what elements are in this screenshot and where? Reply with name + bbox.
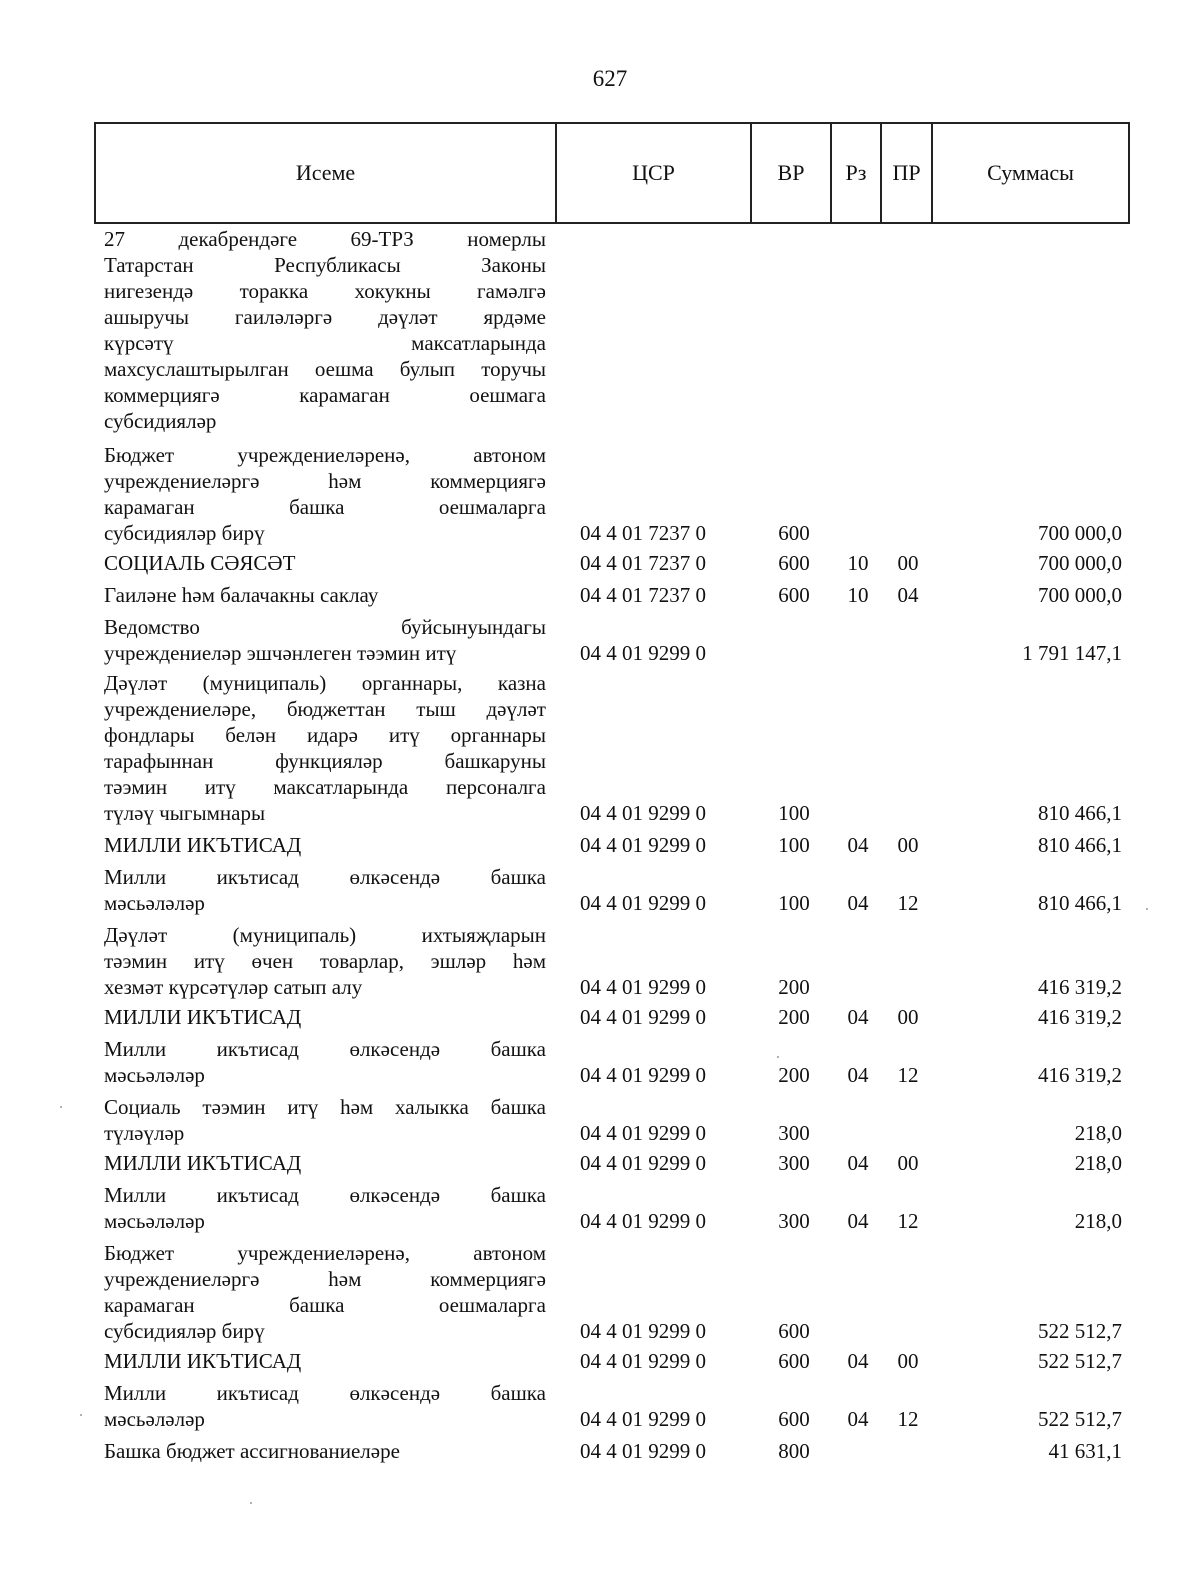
row-name-line: МИЛЛИ ИКЪТИСАД	[104, 833, 302, 857]
row-name	[104, 922, 546, 1000]
table-row	[0, 1438, 1200, 1464]
row-name	[104, 1380, 546, 1432]
row-name-line: мәсьәләләр	[104, 1209, 205, 1233]
row-rz: 04	[847, 1349, 869, 1373]
row-sum: 416 319,2	[1038, 975, 1122, 999]
table-row	[0, 1182, 1200, 1234]
row-pr: 00	[897, 551, 919, 575]
row-name-line: хезмәт күрсәтүләр сатып алу	[104, 975, 363, 999]
row-name-line: тарафыннан функцияләр башкаруны	[104, 749, 546, 773]
row-name-line: Бюджет учреждениеләренә, автоном	[104, 443, 546, 467]
row-name-line: субсидияләр бирү	[104, 1319, 265, 1343]
row-name	[104, 582, 546, 608]
row-sum: 1 791 147,1	[1022, 641, 1122, 665]
row-sum: 522 512,7	[1038, 1407, 1122, 1431]
row-name	[104, 550, 546, 576]
row-csr: 04 4 01 9299 0	[580, 1407, 706, 1431]
header-name: Исеме	[95, 123, 556, 223]
row-name-line: СОЦИАЛЬ СӘЯСӘТ	[104, 551, 296, 575]
row-name-line: Гаиләне һәм балачакны саклау	[104, 583, 379, 607]
header-pr: ПР	[881, 123, 932, 223]
row-sum: 416 319,2	[1038, 1005, 1122, 1029]
row-name-line: Дәүләт (муниципаль) органнары, казна	[104, 671, 546, 695]
row-pr: 12	[897, 1209, 919, 1233]
row-rz: 04	[847, 833, 869, 857]
table-row	[0, 922, 1200, 1000]
row-sum: 522 512,7	[1038, 1349, 1122, 1373]
table-row	[0, 1380, 1200, 1432]
row-rz	[838, 800, 878, 826]
row-pr	[888, 408, 928, 434]
row-csr	[580, 408, 740, 434]
row-csr: 04 4 01 9299 0	[580, 1319, 706, 1343]
row-name-line: Ведомство буйсынуындагы	[104, 615, 546, 639]
row-name-line: мәсьәләләр	[104, 891, 205, 915]
scan-speck	[1146, 908, 1148, 910]
row-rz: 10	[847, 583, 869, 607]
row-pr	[888, 1120, 928, 1146]
row-rz: 04	[847, 891, 869, 915]
row-sum: 700 000,0	[1038, 551, 1122, 575]
row-csr: 04 4 01 9299 0	[580, 975, 706, 999]
row-rz	[838, 520, 878, 546]
row-name	[104, 832, 546, 858]
row-rz	[838, 974, 878, 1000]
row-name	[104, 1036, 546, 1088]
row-pr: 00	[897, 1349, 919, 1373]
row-vr: 600	[778, 1349, 810, 1373]
table-row	[0, 226, 1200, 434]
table-row	[0, 832, 1200, 858]
row-pr: 12	[897, 891, 919, 915]
row-sum: 810 466,1	[1038, 891, 1122, 915]
row-rz: 04	[847, 1063, 869, 1087]
row-pr	[888, 520, 928, 546]
row-name	[104, 1150, 546, 1176]
row-rz	[838, 1120, 878, 1146]
row-name-line: тәэмин итү өчен товарлар, эшләр һәм	[104, 949, 546, 973]
row-vr: 600	[778, 551, 810, 575]
row-vr: 200	[778, 975, 810, 999]
row-vr: 600	[778, 583, 810, 607]
row-name-line: мәсьәләләр	[104, 1063, 205, 1087]
row-csr: 04 4 01 9299 0	[580, 1439, 706, 1463]
row-name	[104, 442, 546, 546]
row-csr: 04 4 01 9299 0	[580, 891, 706, 915]
row-sum	[940, 408, 1122, 434]
row-name	[104, 1348, 546, 1374]
row-sum: 810 466,1	[1038, 833, 1122, 857]
row-vr	[772, 640, 816, 666]
row-name-line: учреждениеләргә һәм коммерциягә	[104, 469, 546, 493]
row-name	[104, 226, 546, 434]
row-pr: 00	[897, 833, 919, 857]
header-rz: Рз	[831, 123, 881, 223]
row-name	[104, 1004, 546, 1030]
row-name-line: махсуслаштырылган оешма булып торучы	[104, 357, 546, 381]
row-name-line: Милли икътисад өлкәсендә башка	[104, 1381, 546, 1405]
row-vr: 600	[778, 1407, 810, 1431]
row-pr: 04	[897, 583, 919, 607]
row-name-line: коммерциягә карамаган оешмага	[104, 383, 546, 407]
row-pr: 00	[897, 1005, 919, 1029]
scan-speck	[60, 1106, 62, 1108]
header-csr: ЦСР	[556, 123, 751, 223]
row-name-line: учреждениеләр эшчәнлеген тәэмин итү	[104, 641, 457, 665]
table-row	[0, 442, 1200, 546]
row-name	[104, 1240, 546, 1344]
row-name-line: карамаган башка оешмаларга	[104, 1293, 546, 1317]
row-vr: 200	[778, 1063, 810, 1087]
row-pr	[888, 1318, 928, 1344]
table-row	[0, 670, 1200, 826]
row-name-line: учреждениеләре, бюджеттан тыш дәүләт	[104, 697, 546, 721]
row-rz: 04	[847, 1151, 869, 1175]
row-vr: 300	[778, 1209, 810, 1233]
row-name	[104, 1438, 546, 1464]
row-vr: 600	[778, 521, 810, 545]
row-name-line: Милли икътисад өлкәсендә башка	[104, 1037, 546, 1061]
row-name-line: МИЛЛИ ИКЪТИСАД	[104, 1151, 302, 1175]
row-sum: 218,0	[1074, 1151, 1122, 1175]
row-name-line: фондлары белән идарә итү органнары	[104, 723, 546, 747]
row-name-line: мәсьәләләр	[104, 1407, 205, 1431]
row-name	[104, 1182, 546, 1234]
row-sum: 810 466,1	[1038, 801, 1122, 825]
row-name-line: Дәүләт (муниципаль) ихтыяҗларын	[104, 923, 546, 947]
table-body	[0, 226, 1200, 1464]
row-csr: 04 4 01 9299 0	[580, 801, 706, 825]
row-name-line: ашыручы гаиләләргә дәүләт ярдәме	[104, 305, 546, 329]
row-vr: 100	[778, 801, 810, 825]
row-name-line: күрсәтү максатларында	[104, 331, 546, 355]
table-row	[0, 1240, 1200, 1344]
row-name-line: Бюджет учреждениеләренә, автоном	[104, 1241, 546, 1265]
row-vr: 800	[778, 1439, 810, 1463]
row-name-line: түләүләр	[104, 1121, 185, 1145]
row-sum: 41 631,1	[1048, 1439, 1122, 1463]
row-csr: 04 4 01 9299 0	[580, 641, 706, 665]
row-sum: 700 000,0	[1038, 583, 1122, 607]
row-rz	[838, 640, 878, 666]
row-name-line: Милли икътисад өлкәсендә башка	[104, 1183, 546, 1207]
row-vr: 200	[778, 1005, 810, 1029]
row-name-line: Социаль тәэмин итү һәм халыкка башка	[104, 1095, 546, 1119]
row-csr: 04 4 01 9299 0	[580, 1121, 706, 1145]
scan-speck	[80, 1414, 82, 1416]
table-row	[0, 550, 1200, 576]
row-name-line: түләү чыгымнары	[104, 801, 266, 825]
row-csr: 04 4 01 9299 0	[580, 1209, 706, 1233]
row-csr: 04 4 01 9299 0	[580, 1151, 706, 1175]
row-sum: 218,0	[1074, 1121, 1122, 1145]
row-pr: 00	[897, 1151, 919, 1175]
row-name-line: Милли икътисад өлкәсендә башка	[104, 865, 546, 889]
row-sum: 416 319,2	[1038, 1063, 1122, 1087]
row-name-line: МИЛЛИ ИКЪТИСАД	[104, 1349, 302, 1373]
table-row	[0, 1348, 1200, 1374]
header-sum: Суммасы	[932, 123, 1129, 223]
table-row	[0, 864, 1200, 916]
row-csr: 04 4 01 7237 0	[580, 583, 706, 607]
row-name	[104, 1094, 546, 1146]
table-row	[0, 582, 1200, 608]
table-header	[94, 122, 1130, 224]
row-sum: 218,0	[1074, 1209, 1122, 1233]
row-rz: 04	[847, 1005, 869, 1029]
row-name-line: субсидияләр бирү	[104, 521, 265, 545]
table-row	[0, 1150, 1200, 1176]
row-name-line: субсидияләр	[104, 409, 217, 433]
row-name-line: тәэмин итү максатларында персоналга	[104, 775, 546, 799]
row-name	[104, 670, 546, 826]
row-name-line: Татарстан Республикасы Законы	[104, 253, 546, 277]
row-csr: 04 4 01 9299 0	[580, 1005, 706, 1029]
row-name-line: Башка бюджет ассигнованиеләре	[104, 1439, 400, 1463]
table-row	[0, 614, 1200, 666]
row-csr: 04 4 01 9299 0	[580, 1349, 706, 1373]
row-name-line: 27 декабрендәге 69-ТРЗ номерлы	[104, 227, 546, 251]
row-name-line: учреждениеләргә һәм коммерциягә	[104, 1267, 546, 1291]
row-pr	[888, 640, 928, 666]
row-vr: 100	[778, 833, 810, 857]
row-name-line: нигезендә торакка хокукны гамәлгә	[104, 279, 546, 303]
row-rz: 04	[847, 1209, 869, 1233]
row-rz	[838, 1438, 878, 1464]
row-csr: 04 4 01 7237 0	[580, 521, 706, 545]
row-pr: 12	[897, 1063, 919, 1087]
row-pr	[888, 800, 928, 826]
row-csr: 04 4 01 7237 0	[580, 551, 706, 575]
row-name-line: карамаган башка оешмаларга	[104, 495, 546, 519]
row-vr	[772, 408, 816, 434]
row-sum: 522 512,7	[1038, 1319, 1122, 1343]
row-vr: 300	[778, 1151, 810, 1175]
table-row	[0, 1094, 1200, 1146]
row-csr: 04 4 01 9299 0	[580, 833, 706, 857]
row-rz	[838, 1318, 878, 1344]
row-sum: 700 000,0	[1038, 521, 1122, 545]
row-pr: 12	[897, 1407, 919, 1431]
scan-speck	[777, 1056, 779, 1058]
table-row	[0, 1036, 1200, 1088]
row-rz	[838, 408, 878, 434]
row-rz: 04	[847, 1407, 869, 1431]
row-vr: 300	[778, 1121, 810, 1145]
row-vr: 100	[778, 891, 810, 915]
row-rz: 10	[847, 551, 869, 575]
row-pr	[888, 974, 928, 1000]
row-name	[104, 864, 546, 916]
table-row	[0, 1004, 1200, 1030]
row-vr: 600	[778, 1319, 810, 1343]
header-vr: ВР	[751, 123, 831, 223]
scan-speck	[250, 1502, 252, 1504]
row-name	[104, 614, 546, 666]
row-pr	[888, 1438, 928, 1464]
row-name-line: МИЛЛИ ИКЪТИСАД	[104, 1005, 302, 1029]
page-number: 627	[592, 66, 628, 91]
row-csr: 04 4 01 9299 0	[580, 1063, 706, 1087]
